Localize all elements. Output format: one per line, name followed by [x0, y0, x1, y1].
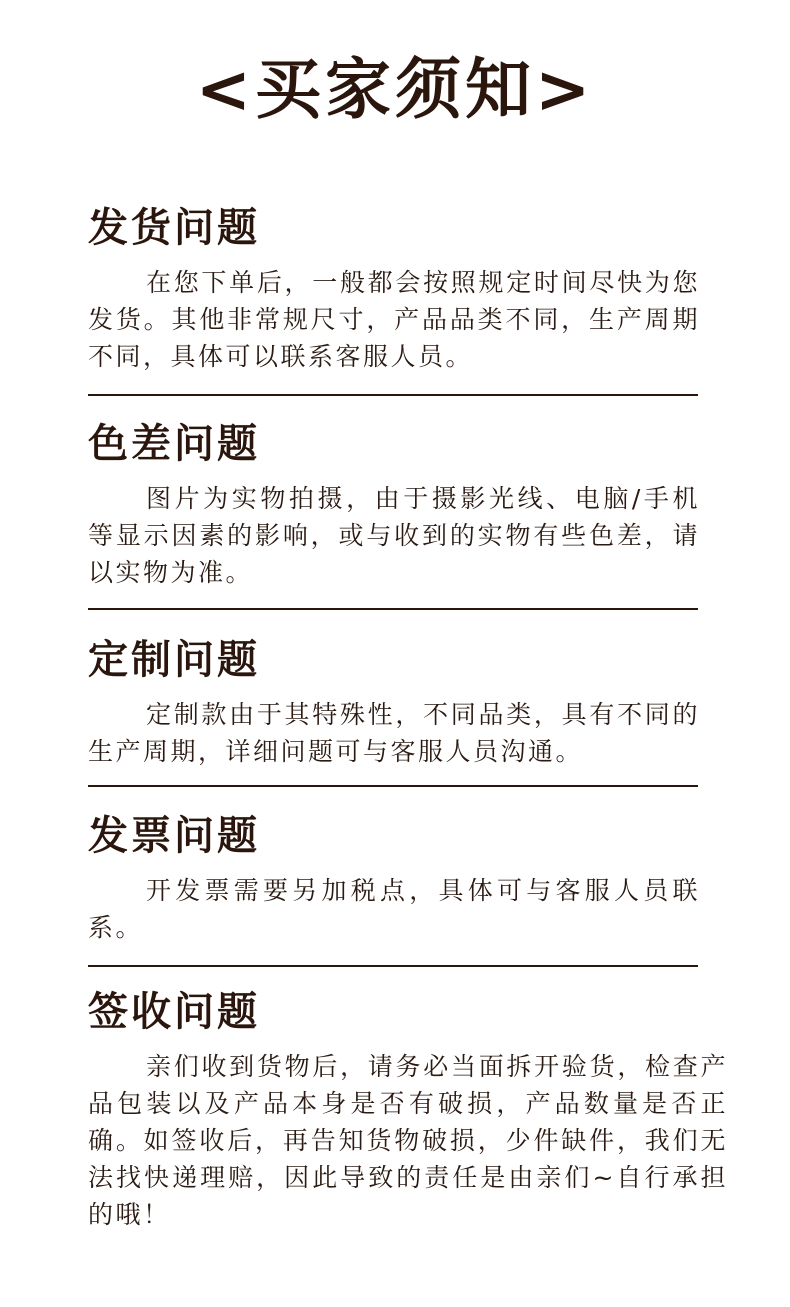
- divider: [88, 394, 698, 396]
- section-shipping: [88, 204, 700, 375]
- section-body: 亲们收到货物后，请务必当面拆开验货，检查产品包装以及产品本身是否有破损，产品数量是否正确。如签收后，再告知货物破损，少件缺件，我们无法找快递理赔，因此导致的责任是由亲们~自行承担的哦！: [88, 1052, 728, 1229]
- divider: [88, 965, 698, 967]
- section-heading: 色差问题: [88, 421, 260, 467]
- section-color-difference: [88, 420, 700, 591]
- divider: [88, 608, 698, 610]
- section-heading: 发票问题: [88, 813, 260, 859]
- section-invoice: [88, 812, 700, 946]
- page-title: <买家须知>: [195, 51, 595, 128]
- section-receipt: [88, 988, 728, 1233]
- section-body: 开发票需要另加税点，具体可与客服人员联系。: [88, 876, 700, 942]
- section-heading: 签收问题: [88, 989, 260, 1035]
- section-body: 定制款由于其特殊性，不同品类，具有不同的生产周期，详细问题可与客服人员沟通。: [88, 700, 700, 766]
- section-body: 在您下单后，一般都会按照规定时间尽快为您发货。其他非常规尺寸，产品品类不同，生产周期不同，具体可以联系客服人员。: [88, 268, 700, 371]
- divider: [88, 785, 698, 787]
- section-customization: [88, 636, 700, 770]
- section-heading: 发货问题: [88, 205, 260, 251]
- section-body: 图片为实物拍摄，由于摄影光线、电脑/手机等显示因素的影响，或与收到的实物有些色差，请以实物为准。: [88, 484, 700, 587]
- section-heading: 定制问题: [88, 637, 260, 683]
